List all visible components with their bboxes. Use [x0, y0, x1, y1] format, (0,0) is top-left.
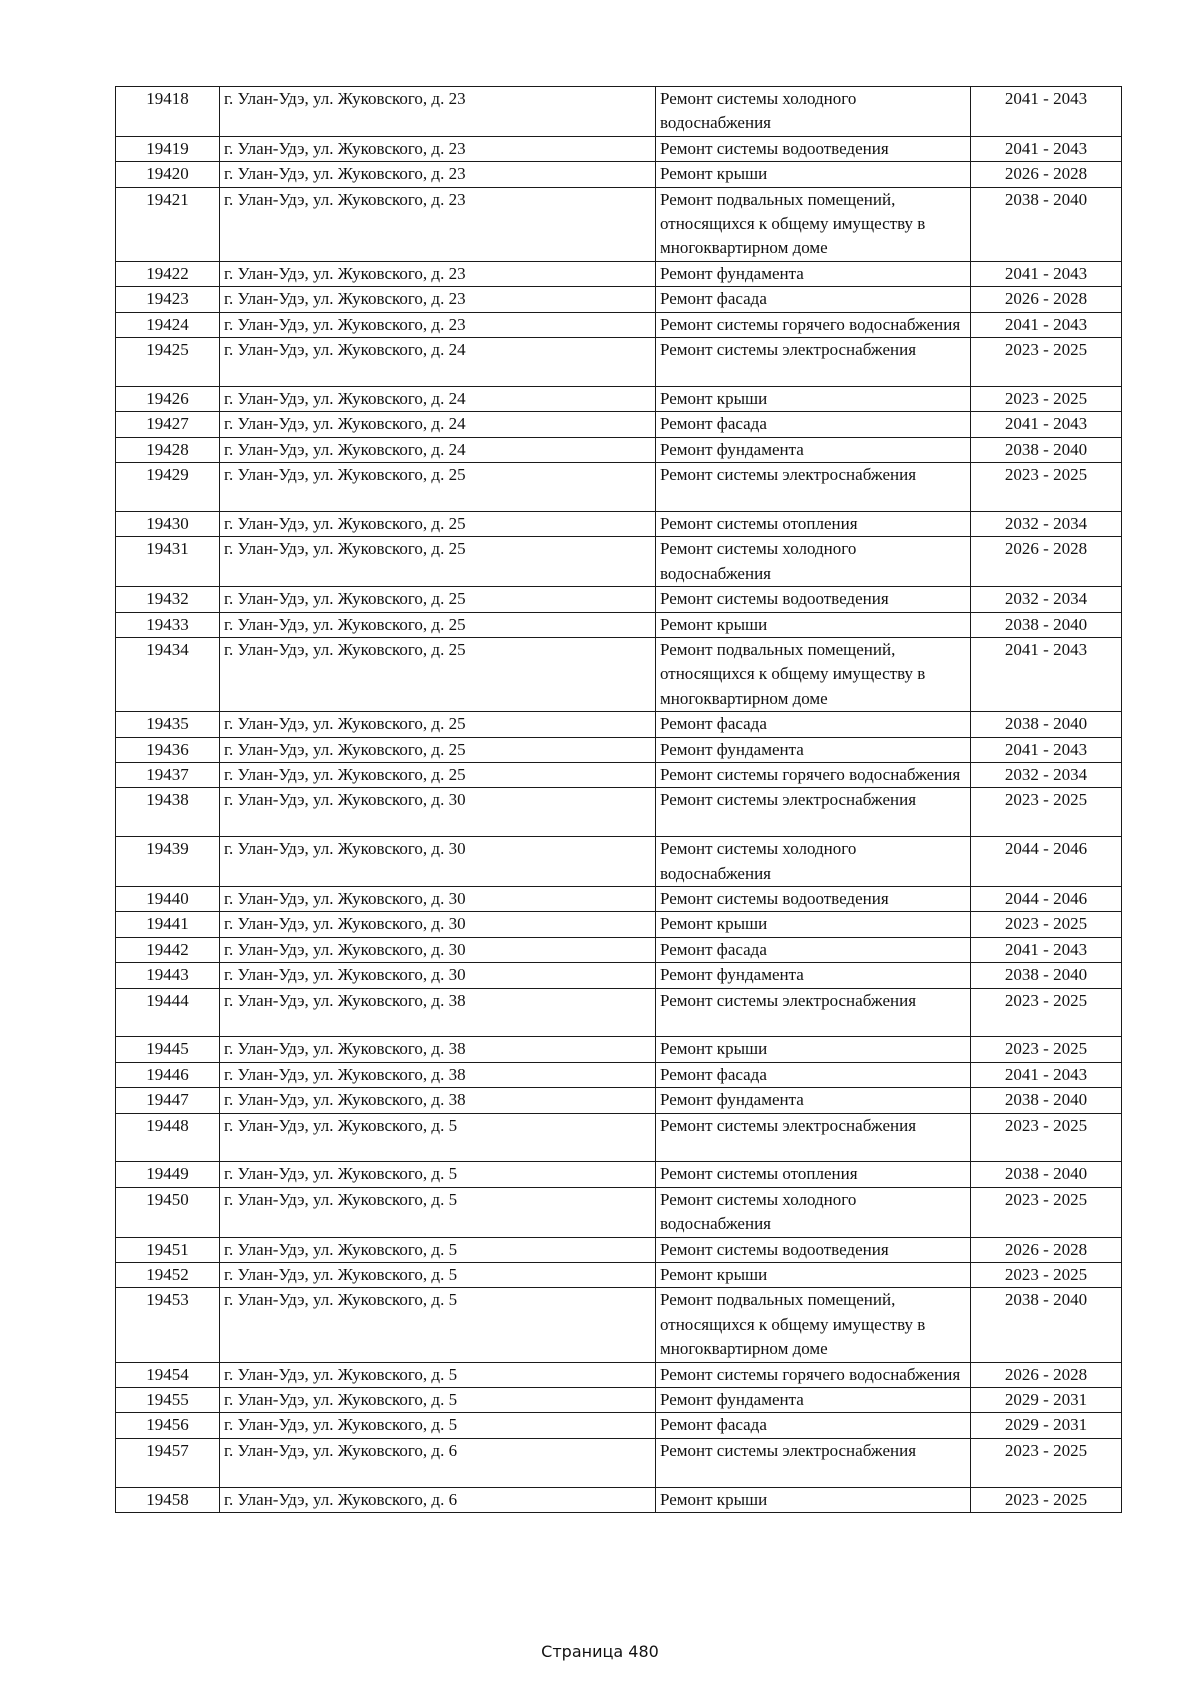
row-number: 19447 [116, 1088, 220, 1113]
row-period: 2041 - 2043 [971, 87, 1122, 137]
row-address: г. Улан-Удэ, ул. Жуковского, д. 30 [220, 837, 656, 887]
row-address: г. Улан-Удэ, ул. Жуковского, д. 24 [220, 386, 656, 411]
table-row [116, 587, 1122, 612]
row-address: г. Улан-Удэ, ул. Жуковского, д. 5 [220, 1187, 656, 1237]
row-work-type: Ремонт фундамента [656, 963, 971, 988]
table-row [116, 937, 1122, 962]
row-address: г. Улан-Удэ, ул. Жуковского, д. 6 [220, 1487, 656, 1512]
row-number: 19436 [116, 737, 220, 762]
row-address: г. Улан-Удэ, ул. Жуковского, д. 5 [220, 1113, 656, 1162]
row-address: г. Улан-Удэ, ул. Жуковского, д. 5 [220, 1288, 656, 1362]
row-address: г. Улан-Удэ, ул. Жуковского, д. 25 [220, 587, 656, 612]
table-row [116, 162, 1122, 187]
row-period: 2038 - 2040 [971, 187, 1122, 261]
row-address: г. Улан-Удэ, ул. Жуковского, д. 30 [220, 886, 656, 911]
row-period: 2032 - 2034 [971, 511, 1122, 536]
row-number: 19457 [116, 1438, 220, 1487]
row-period: 2038 - 2040 [971, 1088, 1122, 1113]
row-number: 19448 [116, 1113, 220, 1162]
row-period: 2023 - 2025 [971, 1438, 1122, 1487]
row-work-type: Ремонт фундамента [656, 437, 971, 462]
row-number: 19429 [116, 463, 220, 512]
table-row [116, 1162, 1122, 1187]
row-number: 19430 [116, 511, 220, 536]
table-row [116, 837, 1122, 887]
row-address: г. Улан-Удэ, ул. Жуковского, д. 30 [220, 963, 656, 988]
row-period: 2029 - 2031 [971, 1413, 1122, 1438]
row-address: г. Улан-Удэ, ул. Жуковского, д. 25 [220, 612, 656, 637]
row-address: г. Улан-Удэ, ул. Жуковского, д. 23 [220, 187, 656, 261]
row-work-type: Ремонт системы отопления [656, 511, 971, 536]
row-work-type: Ремонт фасада [656, 1413, 971, 1438]
row-period: 2023 - 2025 [971, 1037, 1122, 1062]
table-row [116, 762, 1122, 787]
table-row [116, 338, 1122, 387]
row-number: 19425 [116, 338, 220, 387]
row-number: 19443 [116, 963, 220, 988]
row-work-type: Ремонт системы электроснабжения [656, 463, 971, 512]
row-number: 19435 [116, 712, 220, 737]
row-work-type: Ремонт фундамента [656, 261, 971, 286]
row-address: г. Улан-Удэ, ул. Жуковского, д. 25 [220, 737, 656, 762]
row-work-type: Ремонт системы электроснабжения [656, 338, 971, 387]
row-number: 19433 [116, 612, 220, 637]
row-period: 2038 - 2040 [971, 437, 1122, 462]
row-period: 2029 - 2031 [971, 1388, 1122, 1413]
table-row [116, 537, 1122, 587]
row-number: 19432 [116, 587, 220, 612]
row-address: г. Улан-Удэ, ул. Жуковского, д. 5 [220, 1388, 656, 1413]
row-number: 19446 [116, 1062, 220, 1087]
row-period: 2023 - 2025 [971, 988, 1122, 1037]
row-number: 19445 [116, 1037, 220, 1062]
table-row [116, 1388, 1122, 1413]
row-period: 2044 - 2046 [971, 837, 1122, 887]
row-address: г. Улан-Удэ, ул. Жуковского, д. 24 [220, 412, 656, 437]
row-number: 19422 [116, 261, 220, 286]
table-row [116, 1362, 1122, 1387]
row-work-type: Ремонт системы электроснабжения [656, 1438, 971, 1487]
row-number: 19458 [116, 1487, 220, 1512]
table-row [116, 886, 1122, 911]
row-work-type: Ремонт крыши [656, 162, 971, 187]
row-work-type: Ремонт системы отопления [656, 1162, 971, 1187]
row-work-type: Ремонт системы горячего водоснабжения [656, 312, 971, 337]
row-number: 19439 [116, 837, 220, 887]
table-row [116, 637, 1122, 711]
table-row [116, 1288, 1122, 1362]
row-address: г. Улан-Удэ, ул. Жуковского, д. 25 [220, 511, 656, 536]
row-number: 19437 [116, 762, 220, 787]
row-work-type: Ремонт фундамента [656, 1088, 971, 1113]
table-row [116, 788, 1122, 837]
table-row [116, 412, 1122, 437]
row-number: 19421 [116, 187, 220, 261]
page-number: Страница 480 [541, 1642, 659, 1661]
row-work-type: Ремонт подвальных помещений, относящихся к общему имуществу в многоквартирном доме [656, 187, 971, 261]
row-address: г. Улан-Удэ, ул. Жуковского, д. 5 [220, 1237, 656, 1262]
row-address: г. Улан-Удэ, ул. Жуковского, д. 23 [220, 87, 656, 137]
row-number: 19440 [116, 886, 220, 911]
repair-schedule-table [115, 86, 1122, 1513]
row-number: 19428 [116, 437, 220, 462]
row-period: 2023 - 2025 [971, 788, 1122, 837]
row-period: 2041 - 2043 [971, 261, 1122, 286]
row-number: 19431 [116, 537, 220, 587]
row-period: 2026 - 2028 [971, 1362, 1122, 1387]
row-period: 2038 - 2040 [971, 963, 1122, 988]
row-work-type: Ремонт системы электроснабжения [656, 988, 971, 1037]
row-number: 19441 [116, 912, 220, 937]
table-row [116, 136, 1122, 161]
table-row [116, 187, 1122, 261]
table-row [116, 1062, 1122, 1087]
table-row [116, 988, 1122, 1037]
row-number: 19418 [116, 87, 220, 137]
row-number: 19449 [116, 1162, 220, 1187]
row-period: 2038 - 2040 [971, 612, 1122, 637]
table-row [116, 737, 1122, 762]
row-number: 19427 [116, 412, 220, 437]
row-work-type: Ремонт крыши [656, 912, 971, 937]
row-address: г. Улан-Удэ, ул. Жуковского, д. 5 [220, 1162, 656, 1187]
row-address: г. Улан-Удэ, ул. Жуковского, д. 23 [220, 312, 656, 337]
table-row [116, 437, 1122, 462]
table-row [116, 1413, 1122, 1438]
row-period: 2023 - 2025 [971, 338, 1122, 387]
row-period: 2041 - 2043 [971, 1062, 1122, 1087]
row-address: г. Улан-Удэ, ул. Жуковского, д. 23 [220, 261, 656, 286]
row-address: г. Улан-Удэ, ул. Жуковского, д. 25 [220, 463, 656, 512]
table-row [116, 1487, 1122, 1512]
row-period: 2044 - 2046 [971, 886, 1122, 911]
row-period: 2023 - 2025 [971, 386, 1122, 411]
row-period: 2041 - 2043 [971, 637, 1122, 711]
row-work-type: Ремонт системы электроснабжения [656, 788, 971, 837]
row-period: 2032 - 2034 [971, 587, 1122, 612]
row-address: г. Улан-Удэ, ул. Жуковского, д. 25 [220, 637, 656, 711]
row-address: г. Улан-Удэ, ул. Жуковского, д. 30 [220, 912, 656, 937]
row-number: 19420 [116, 162, 220, 187]
row-period: 2041 - 2043 [971, 937, 1122, 962]
table-row [116, 463, 1122, 512]
row-work-type: Ремонт системы водоотведения [656, 1237, 971, 1262]
table-body [116, 87, 1122, 1513]
row-work-type: Ремонт системы электроснабжения [656, 1113, 971, 1162]
row-work-type: Ремонт системы горячего водоснабжения [656, 1362, 971, 1387]
row-period: 2041 - 2043 [971, 412, 1122, 437]
row-period: 2023 - 2025 [971, 1487, 1122, 1512]
row-period: 2026 - 2028 [971, 1237, 1122, 1262]
row-work-type: Ремонт фасада [656, 412, 971, 437]
row-address: г. Улан-Удэ, ул. Жуковского, д. 38 [220, 1062, 656, 1087]
row-work-type: Ремонт системы горячего водоснабжения [656, 762, 971, 787]
row-period: 2026 - 2028 [971, 162, 1122, 187]
table-row [116, 1187, 1122, 1237]
row-number: 19426 [116, 386, 220, 411]
row-period: 2041 - 2043 [971, 312, 1122, 337]
row-work-type: Ремонт системы холодного водоснабжения [656, 837, 971, 887]
row-work-type: Ремонт фасада [656, 1062, 971, 1087]
row-work-type: Ремонт крыши [656, 612, 971, 637]
row-address: г. Улан-Удэ, ул. Жуковского, д. 5 [220, 1263, 656, 1288]
row-number: 19453 [116, 1288, 220, 1362]
table-row [116, 1088, 1122, 1113]
row-work-type: Ремонт системы водоотведения [656, 136, 971, 161]
row-address: г. Улан-Удэ, ул. Жуковского, д. 38 [220, 988, 656, 1037]
row-work-type: Ремонт крыши [656, 1263, 971, 1288]
table-row [116, 87, 1122, 137]
row-address: г. Улан-Удэ, ул. Жуковского, д. 23 [220, 287, 656, 312]
table-row [116, 1438, 1122, 1487]
row-number: 19454 [116, 1362, 220, 1387]
row-number: 19424 [116, 312, 220, 337]
row-number: 19438 [116, 788, 220, 837]
row-number: 19450 [116, 1187, 220, 1237]
row-address: г. Улан-Удэ, ул. Жуковского, д. 5 [220, 1362, 656, 1387]
table-row [116, 612, 1122, 637]
table-row [116, 287, 1122, 312]
row-period: 2023 - 2025 [971, 1187, 1122, 1237]
row-number: 19434 [116, 637, 220, 711]
table-row [116, 712, 1122, 737]
row-number: 19455 [116, 1388, 220, 1413]
row-number: 19423 [116, 287, 220, 312]
row-work-type: Ремонт фасада [656, 937, 971, 962]
row-work-type: Ремонт подвальных помещений, относящихся к общему имуществу в многоквартирном доме [656, 637, 971, 711]
row-number: 19442 [116, 937, 220, 962]
row-period: 2023 - 2025 [971, 1113, 1122, 1162]
row-work-type: Ремонт системы холодного водоснабжения [656, 87, 971, 137]
row-work-type: Ремонт фундамента [656, 1388, 971, 1413]
row-period: 2038 - 2040 [971, 712, 1122, 737]
table-row [116, 1263, 1122, 1288]
row-address: г. Улан-Удэ, ул. Жуковского, д. 23 [220, 136, 656, 161]
row-address: г. Улан-Удэ, ул. Жуковского, д. 30 [220, 937, 656, 962]
row-period: 2038 - 2040 [971, 1162, 1122, 1187]
row-address: г. Улан-Удэ, ул. Жуковского, д. 25 [220, 712, 656, 737]
row-work-type: Ремонт системы холодного водоснабжения [656, 537, 971, 587]
table-row [116, 511, 1122, 536]
row-number: 19452 [116, 1263, 220, 1288]
row-period: 2041 - 2043 [971, 737, 1122, 762]
table-row [116, 261, 1122, 286]
table-row [116, 1113, 1122, 1162]
row-period: 2026 - 2028 [971, 287, 1122, 312]
row-period: 2032 - 2034 [971, 762, 1122, 787]
row-address: г. Улан-Удэ, ул. Жуковского, д. 24 [220, 437, 656, 462]
row-work-type: Ремонт крыши [656, 1487, 971, 1512]
row-period: 2026 - 2028 [971, 537, 1122, 587]
row-number: 19444 [116, 988, 220, 1037]
row-work-type: Ремонт фасада [656, 712, 971, 737]
row-work-type: Ремонт крыши [656, 1037, 971, 1062]
table-row [116, 1037, 1122, 1062]
row-address: г. Улан-Удэ, ул. Жуковского, д. 6 [220, 1438, 656, 1487]
row-period: 2023 - 2025 [971, 912, 1122, 937]
row-address: г. Улан-Удэ, ул. Жуковского, д. 30 [220, 788, 656, 837]
row-number: 19419 [116, 136, 220, 161]
row-address: г. Улан-Удэ, ул. Жуковского, д. 5 [220, 1413, 656, 1438]
row-work-type: Ремонт подвальных помещений, относящихся к общему имуществу в многоквартирном доме [656, 1288, 971, 1362]
table-row [116, 912, 1122, 937]
row-work-type: Ремонт системы холодного водоснабжения [656, 1187, 971, 1237]
table-row [116, 1237, 1122, 1262]
table-row [116, 312, 1122, 337]
row-period: 2023 - 2025 [971, 1263, 1122, 1288]
row-address: г. Улан-Удэ, ул. Жуковского, д. 24 [220, 338, 656, 387]
table-row [116, 386, 1122, 411]
row-period: 2041 - 2043 [971, 136, 1122, 161]
row-address: г. Улан-Удэ, ул. Жуковского, д. 38 [220, 1037, 656, 1062]
row-address: г. Улан-Удэ, ул. Жуковского, д. 23 [220, 162, 656, 187]
row-number: 19451 [116, 1237, 220, 1262]
row-period: 2023 - 2025 [971, 463, 1122, 512]
row-work-type: Ремонт фасада [656, 287, 971, 312]
row-number: 19456 [116, 1413, 220, 1438]
row-address: г. Улан-Удэ, ул. Жуковского, д. 25 [220, 762, 656, 787]
table-row [116, 963, 1122, 988]
row-address: г. Улан-Удэ, ул. Жуковского, д. 25 [220, 537, 656, 587]
row-work-type: Ремонт фундамента [656, 737, 971, 762]
row-address: г. Улан-Удэ, ул. Жуковского, д. 38 [220, 1088, 656, 1113]
row-work-type: Ремонт системы водоотведения [656, 587, 971, 612]
row-work-type: Ремонт крыши [656, 386, 971, 411]
row-period: 2038 - 2040 [971, 1288, 1122, 1362]
row-work-type: Ремонт системы водоотведения [656, 886, 971, 911]
